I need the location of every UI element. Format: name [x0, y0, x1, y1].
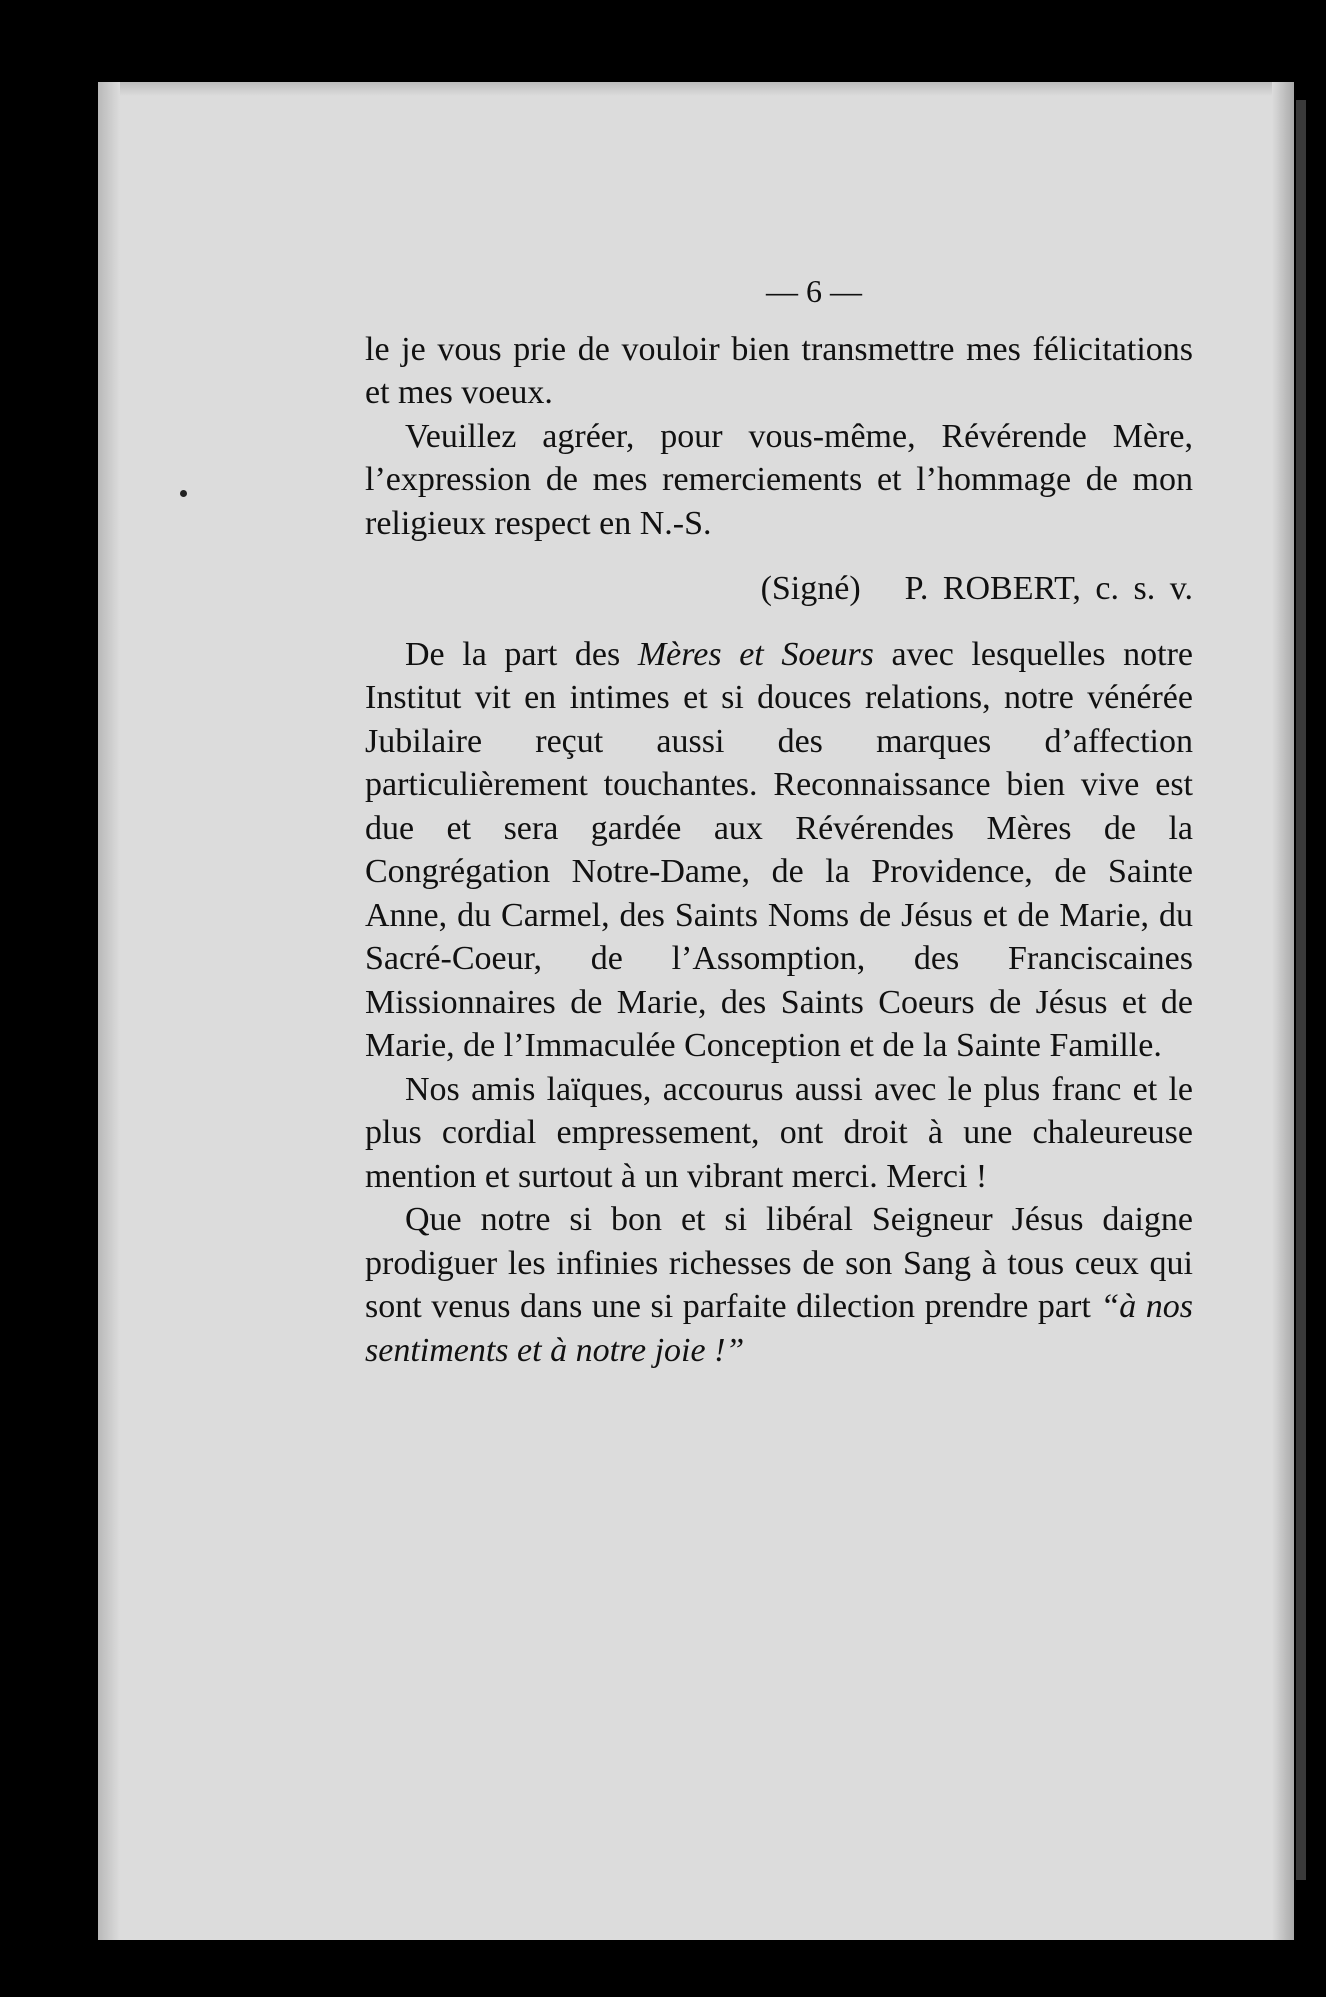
page-shadow-right: [1272, 82, 1294, 1940]
margin-mark: [180, 490, 187, 497]
paragraph-5-emphasis: “à nos sentiments et à notre joie !”: [365, 1288, 1193, 1369]
signature-name: P. ROBERT, c. s. v.: [904, 570, 1193, 607]
paragraph-4: Nos amis laïques, accourus aussi avec le plus franc et le plus cordial empressement, ont droit à une chaleureuse mention et surtout à un vibrant merci. Merci !: [365, 1070, 1193, 1195]
paragraph-3-start: De la part des: [405, 635, 638, 673]
paragraph-3-emphasis: Mères et Soeurs: [637, 635, 874, 673]
signature-label: (Signé): [760, 570, 861, 607]
paragraph-3-end: avec lesquelles notre Institut vit en intimes et si douces relations, notre vénérée Jubilaire reçut aussi des marques d’affection particulièrement touchantes. Reconnaissance bien vive est due et sera gardée aux Révérendes Mères de la Congrégation Notre-Dame, de la Providence, de Sainte Anne, du Carmel, des Saints Noms de Jésus et de Marie, du Sacré-Coeur, de l’Assomption, des Franciscaines Missionnaires de Marie, des Saints Coeurs de Jésus et de Marie, de l’Immaculée Conception et de la Sainte Famille.: [365, 635, 1193, 1064]
page-shadow-left: [98, 82, 120, 1940]
paragraph-2: Veuillez agréer, pour vous-même, Révérende Mère, l’expression de mes remerciements et l’hommage de mon religieux respect en N.-S.: [365, 417, 1193, 542]
paragraph-1: le je vous prie de vouloir bien transmettre mes félicitations et mes voeux.: [365, 330, 1193, 411]
paragraph-3: [365, 633, 1193, 1068]
body-text: [365, 270, 1193, 1372]
binding-edge: [1296, 100, 1306, 1880]
page-shadow-top: [98, 82, 1294, 96]
paragraph-5: [365, 1198, 1193, 1372]
page-number: — 6 —: [766, 273, 862, 309]
signature-line: [365, 567, 1193, 611]
paragraph-5-start: Que notre si bon et si libéral Seigneur Jésus daigne prodiguer les infinies richesses de son Sang à tous ceux qui sont venus dans une si parfaite dilection prendre part: [365, 1201, 1193, 1325]
